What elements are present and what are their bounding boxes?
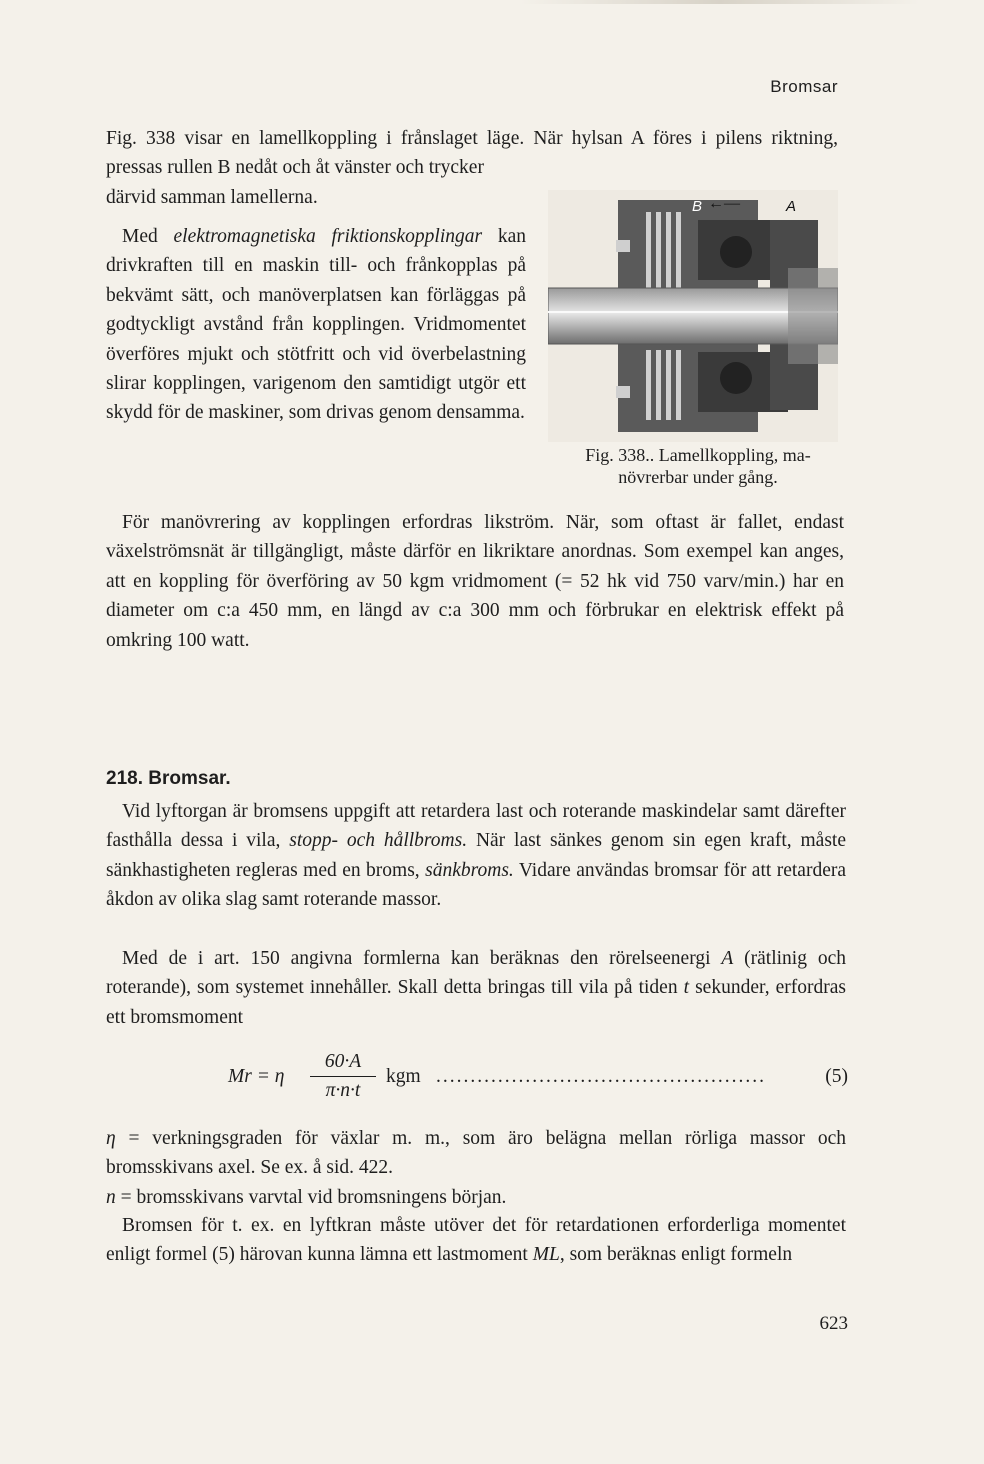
figure-label-b: B xyxy=(692,198,703,215)
definition-text: = bromsskivans varvtal vid bromsningens början. xyxy=(115,1186,507,1208)
running-head: Bromsar xyxy=(770,77,838,96)
paper-edge-mark xyxy=(520,0,920,4)
paragraph-text: sekunder, erfordras ett bromsmoment xyxy=(106,977,846,1028)
math-symbol: ML xyxy=(532,1244,560,1266)
definition-n xyxy=(106,1183,846,1212)
clutch-illustration xyxy=(548,190,838,442)
page-number: 623 xyxy=(819,1313,848,1334)
paragraph-text: Med de i art. 150 angivna formlerna kan beräknas den rörelseenergi xyxy=(122,948,722,969)
definition-eta xyxy=(106,1124,846,1183)
paragraph-text: Bromsen för t. ex. en lyftkran måste utöver det för retardationen erforderliga momentet enligt formel (5) härovan kunna lämna ett lastmoment xyxy=(106,1215,846,1266)
math-symbol: n xyxy=(106,1186,116,1208)
formula-fraction xyxy=(310,1050,376,1103)
emphasis-term: sänkbroms. xyxy=(425,859,514,881)
figure-caption-line: növrerbar under gång. xyxy=(618,467,778,487)
paragraph-electromagnetic xyxy=(106,222,526,428)
paragraph-text: Vidare användas bromsar för att retardera åkdon av olika slag samt roterande massor. xyxy=(106,859,846,911)
emphasis-term: stopp- och hållbroms. xyxy=(289,830,468,852)
paragraph-text: Vid lyftorgan är bromsens uppgift att retardera last och roterande maskindelar samt därefter fasthålla dessa i vila, xyxy=(106,801,846,852)
math-symbol: t xyxy=(683,977,690,999)
formula-numerator: 60·A xyxy=(324,1051,362,1072)
paragraph-load-moment xyxy=(106,1211,846,1270)
formula-5 xyxy=(228,1050,848,1108)
fraction-bar xyxy=(310,1076,376,1077)
math-symbol: A xyxy=(721,948,734,969)
paragraph-energy xyxy=(106,944,846,1032)
figure-caption-line: Fig. 338.. Lamellkoppling, ma- xyxy=(585,445,811,465)
formula-lhs: Mr = η xyxy=(228,1066,285,1087)
paragraph-fig-intro-end: därvid samman lamellerna. xyxy=(106,186,318,208)
math-symbol: η xyxy=(106,1128,116,1149)
formula-denominator: π·n·t xyxy=(325,1080,361,1101)
emphasis-term: elektromagnetiska friktionskopplingar xyxy=(173,226,483,247)
paragraph-fig-intro-text: Fig. 338 visar en lamellkoppling i frånslaget läge. När hylsan A föres i pilens riktning, pressas rullen B nedåt och åt vänster och trycker xyxy=(106,128,838,179)
paragraph-current: För manövrering av kopplingen erfordras likström. När, som oftast är fallet, endast växelströmsnät är tillgängligt, måste därför en likriktare anordnas. Som exempel kan anges, att en koppling för överföring av 50 kgm vridmoment (= 52 hk vid 750 varv/min.) har en diameter om c:a 450 mm, en längd av c:a 300 mm och förbrukar en elektrisk effekt på omkring 100 watt. xyxy=(106,512,844,651)
formula-leader: ................................................ xyxy=(436,1066,766,1087)
paragraph-text: När last sänkes genom sin egen kraft, måste sänkhastigheten regleras med en broms, xyxy=(106,830,847,881)
paragraph-text: Med xyxy=(122,226,174,247)
arrow-icon: ←— xyxy=(708,195,740,212)
paragraph-text: kan drivkraften till en maskin till- och frånkopplas på bekvämt sätt, och manöverplatsen kan förläggas på godtyckligt avstånd från kopplingen. Vridmomentet överföres mjukt och stötfritt och vid överbelastning slirar kopplingen, varigenom den samtidigt utgör ett skydd för de maskiner, som drivas genom densamma. xyxy=(106,226,526,424)
section-heading: 218. Bromsar. xyxy=(106,768,231,789)
paragraph-brakes xyxy=(106,797,846,915)
figure-338-lamellkoppling xyxy=(548,190,838,442)
definition-text: = verkningsgraden för växlar m. m., som äro belägna mellan rörliga massor och bromsskivans axel. Se ex. å sid. 422. xyxy=(106,1128,846,1179)
paragraph-text: (rätlinig och roterande), som systemet innehåller. Skall detta bringas till vila på tiden xyxy=(106,948,846,999)
formula-unit: kgm xyxy=(386,1066,421,1087)
formula-number: (5) xyxy=(825,1066,848,1087)
paragraph-text: , som beräknas enligt formeln xyxy=(559,1244,793,1266)
figure-caption xyxy=(548,444,848,488)
symbol-definitions xyxy=(106,1124,846,1212)
figure-label-a: A xyxy=(786,198,797,215)
